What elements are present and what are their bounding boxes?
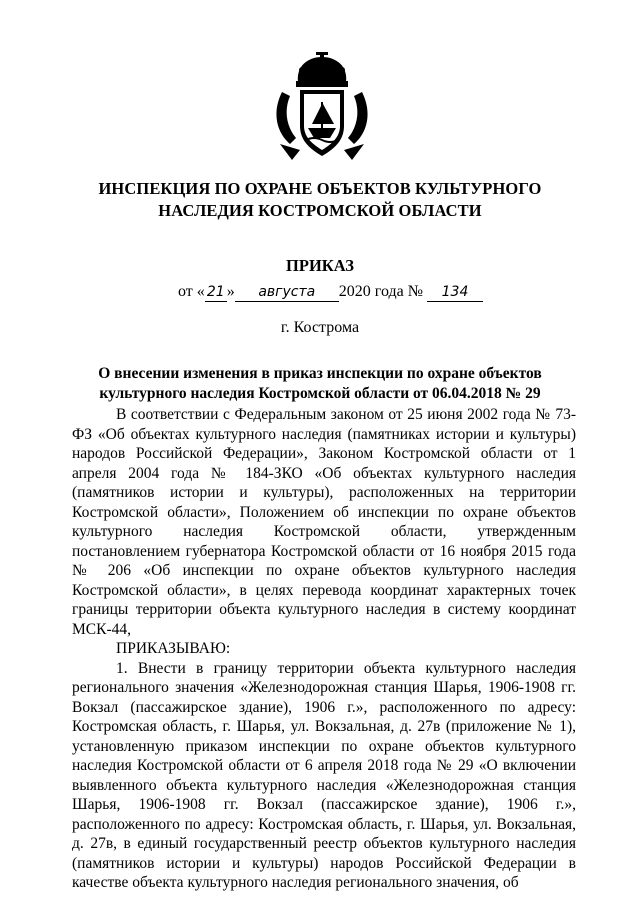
preamble-paragraph: В соответствии с Федеральным законом от 25 июня 2002 года № 73-ФЗ «Об объектах культурного наследия (памятниках истории и культуры) народов Российской Федерации», Законом Костромской области от 1 апреля 2004 года № 184-ЗКО «Об объектах культурного наследия (памятников истории и культуры), расположенных на территории Костромской области», Положением об инспекции по охране объектов культурного наследия Костромской области, утвержденным постановлением губернатора Костромской области от 16 ноября 2015 года № 206 «Об инспекции по охране объектов культурного наследия Костромской области», в целях перевода координат характерных точек границы территории объекта культурного наследия в систему координат МСК-44,	[72, 406, 576, 638]
kostroma-coat-of-arms-emblem	[272, 52, 372, 164]
order-year-text: 2020 года №	[338, 283, 423, 300]
organization-title-line-1: ИНСПЕКЦИЯ ПО ОХРАНЕ ОБЪЕКТОВ КУЛЬТУРНОГО	[98, 179, 542, 198]
subject-line-2: культурного наследия Костромской области от 06.04.2018 № 29	[99, 385, 541, 402]
date-prefix: от «	[178, 283, 205, 300]
date-after-day: »	[226, 283, 235, 300]
order-body	[72, 405, 576, 893]
item-1-paragraph: 1. Внести в границу территории объекта культурного наследия регионального значения «Железнодорожная станция Шарья, 1906-1908 гг. Вокзал (пассажирское здание), 1906 г.», расположенного по адресу: Костромская область, г. Шарья, ул. Вокзальная, д. 27в (приложение № 1), установленную приказом инспекции по охране объектов культурного наследия Костромской области от 6 апреля 2018 года № 29 «О включении выявленного объекта культурного наследия «Железнодорожная станция Шарья, 1906-1908 гг. Вокзал (пассажирское здание), 1906 г.», расположенного по адресу: Костромская область, г. Шарья, ул. Вокзальная, д. 27в, в единый государственный реестр объектов культурного наследия (памятников истории и культуры) народов Российской Федерации в качестве объекта культурного наследия регионального значения, об	[72, 659, 576, 891]
subject-line-1: О внесении изменения в приказ инспекции по охране объектов	[98, 365, 542, 382]
order-month-handwritten: августа	[235, 284, 339, 302]
order-date-line	[178, 283, 483, 302]
order-number-handwritten: 134	[427, 284, 483, 302]
order-day-handwritten: 21	[205, 284, 227, 302]
decree-word: ПРИКАЗЫВАЮ:	[116, 640, 231, 657]
order-subject	[0, 364, 640, 404]
order-city: г. Кострома	[280, 319, 360, 336]
organization-title-line-2: НАСЛЕДИЯ КОСТРОМСКОЙ ОБЛАСТИ	[158, 201, 482, 220]
order-title: ПРИКАЗ	[286, 256, 354, 275]
organization-title	[0, 178, 640, 222]
